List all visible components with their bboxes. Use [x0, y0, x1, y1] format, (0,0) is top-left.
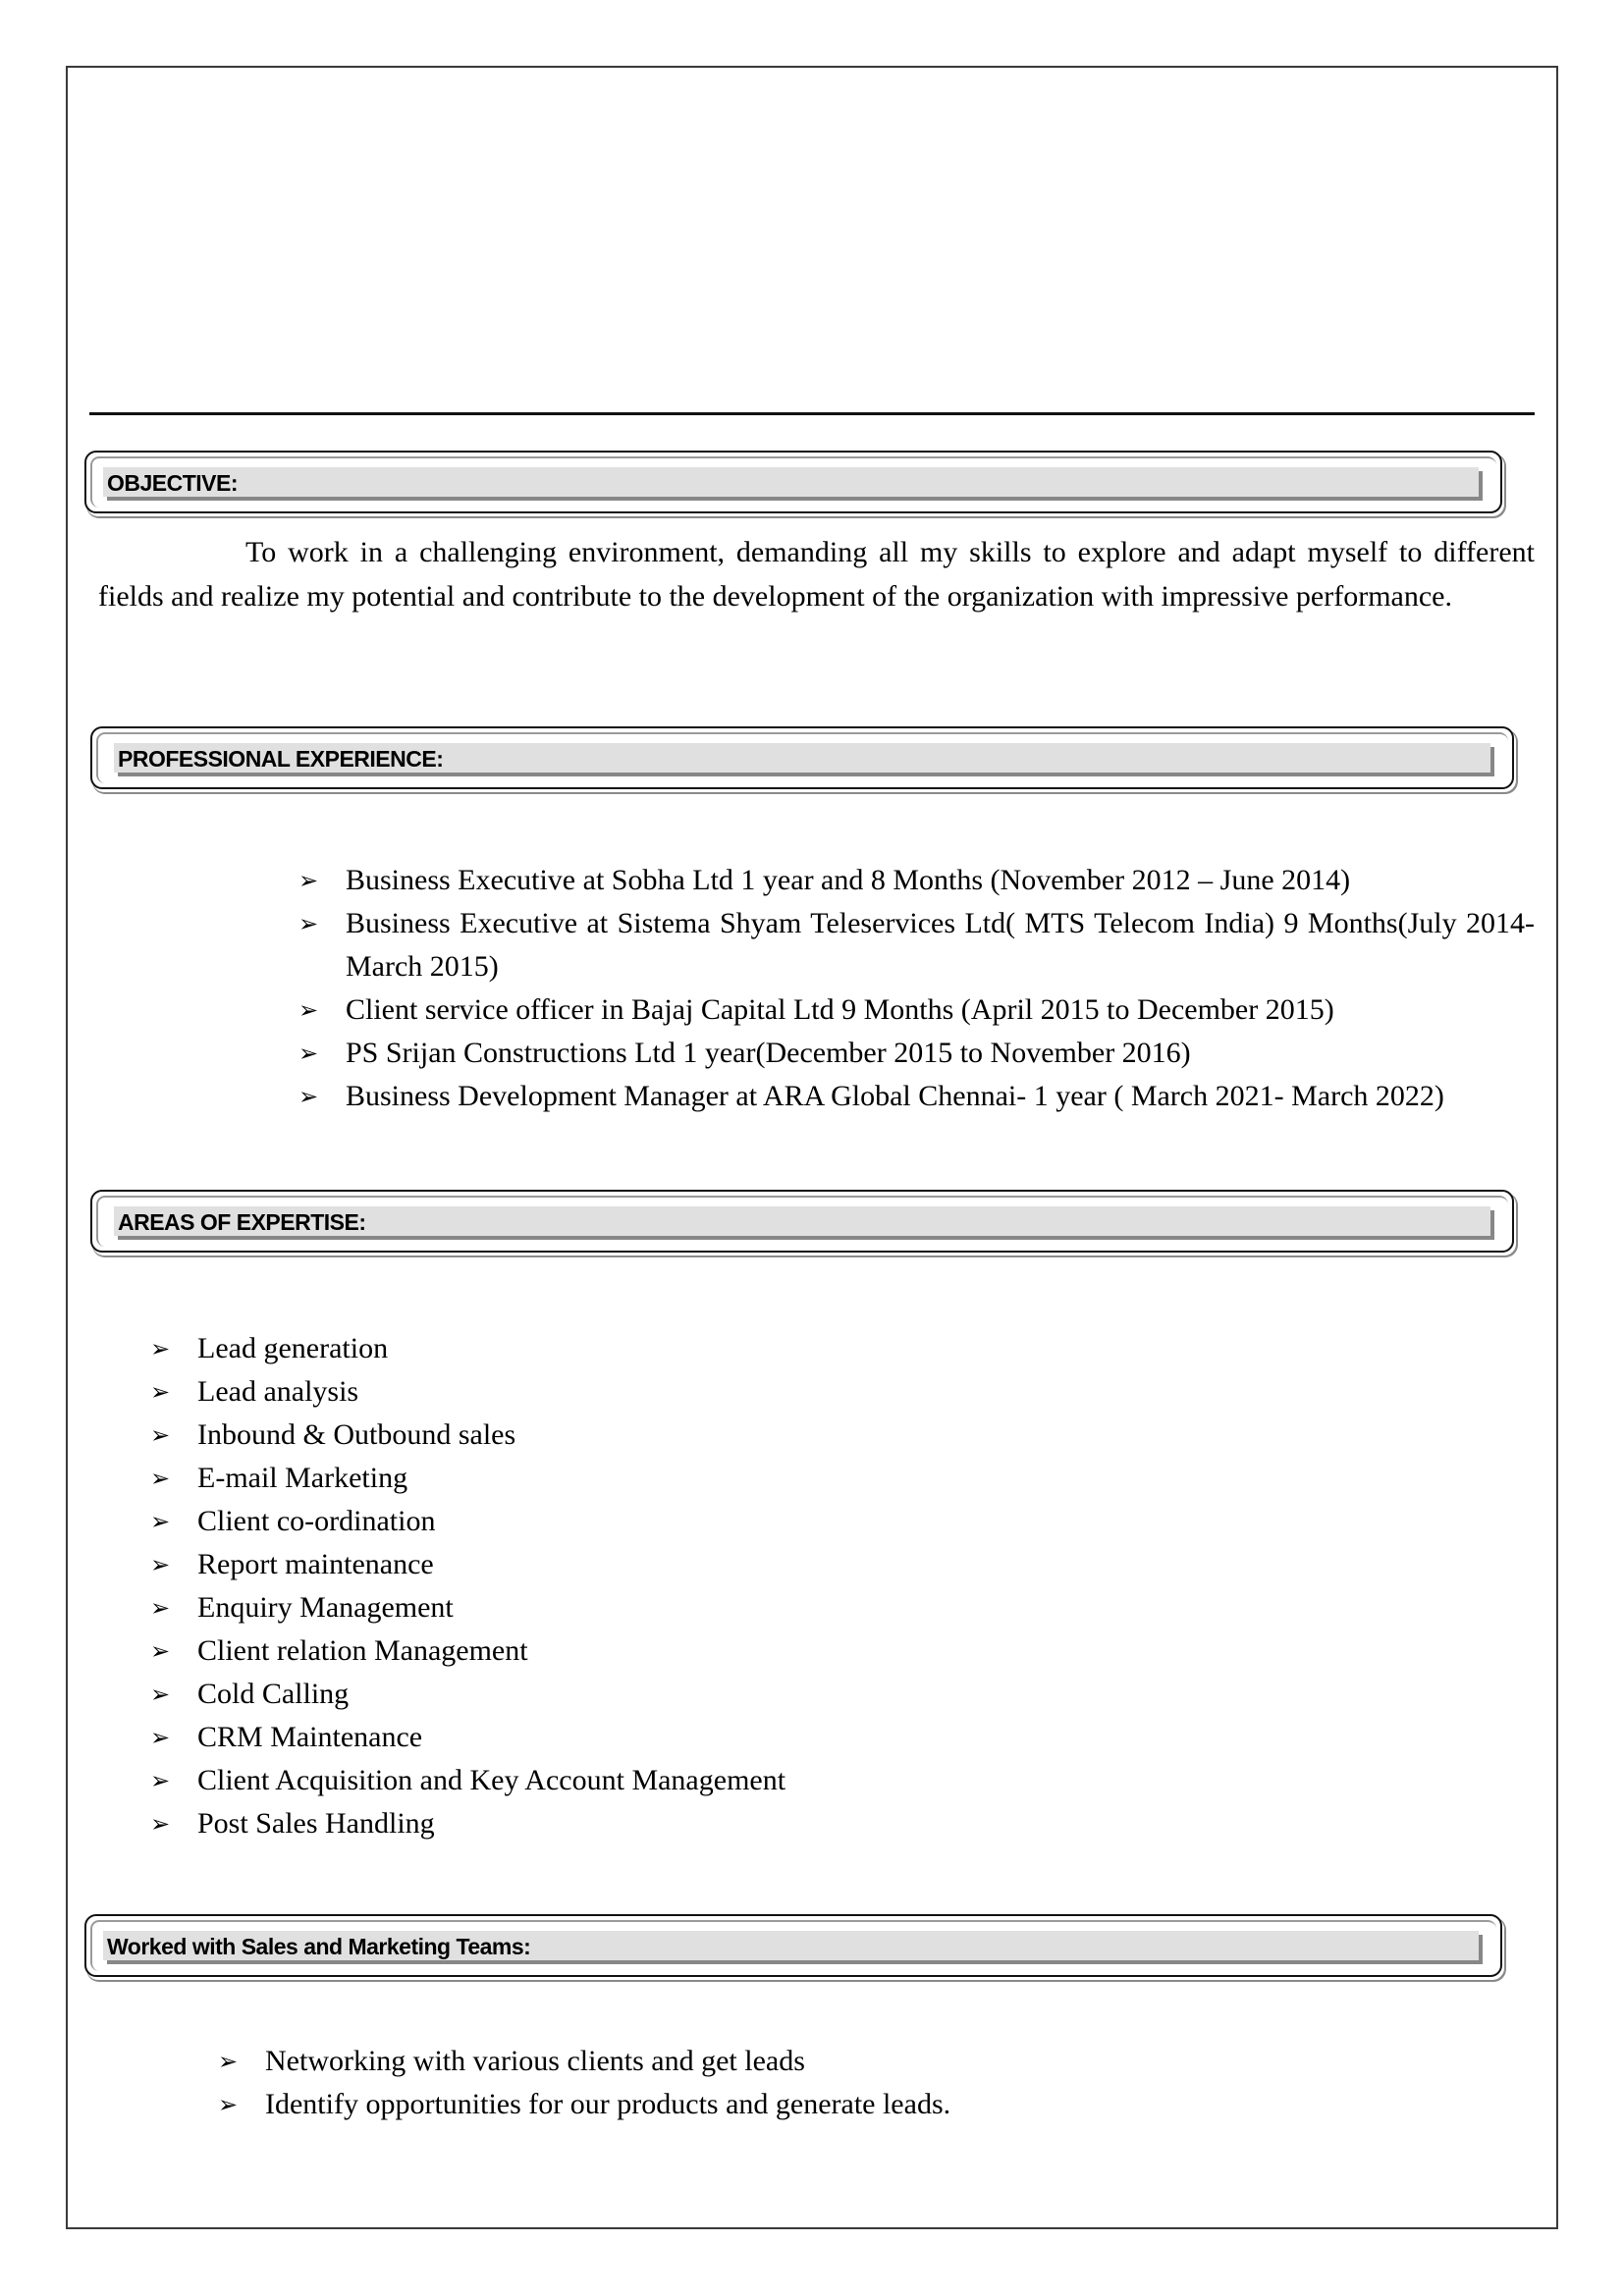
objective-header	[84, 451, 1502, 513]
objective-paragraph: To work in a challenging environment, demanding all my skills to explore and adapt myself to different fields and realize my potential and contribute to the development of the organization with impressive performance.	[98, 536, 1535, 613]
arrow-bullet-icon: ➢	[298, 1083, 319, 1110]
list-item: ➢ Lead generation	[197, 1327, 1376, 1370]
arrow-bullet-icon: ➢	[298, 867, 319, 894]
arrow-bullet-icon: ➢	[298, 910, 319, 937]
expertise-header	[90, 1190, 1514, 1253]
section-title: OBJECTIVE:	[107, 470, 239, 496]
page-border	[66, 66, 1558, 2229]
teams-list	[218, 2040, 1443, 2126]
list-item: ➢ Business Executive at Sobha Ltd 1 year and 8 Months (November 2012 – June 2014)	[346, 859, 1535, 902]
list-item: ➢ Networking with various clients and get leads	[265, 2040, 1443, 2083]
arrow-bullet-icon: ➢	[150, 1421, 171, 1449]
list-item: ➢ Identify opportunities for our products and generate leads.	[265, 2083, 1443, 2126]
list-item: ➢ CRM Maintenance	[197, 1716, 1376, 1759]
list-item: ➢ Report maintenance	[197, 1543, 1376, 1586]
list-item: ➢ Client relation Management	[197, 1629, 1376, 1673]
list-item: ➢ Client co-ordination	[197, 1500, 1376, 1543]
section-title: PROFESSIONAL EXPERIENCE:	[118, 746, 444, 772]
list-item: ➢ Cold Calling	[197, 1673, 1376, 1716]
list-item: ➢ PS Srijan Constructions Ltd 1 year(December 2015 to November 2016)	[346, 1032, 1535, 1075]
header-bar	[103, 1931, 1479, 1960]
header-bar	[114, 743, 1490, 773]
arrow-bullet-icon: ➢	[150, 1810, 171, 1838]
objective-text	[98, 530, 1535, 618]
arrow-bullet-icon: ➢	[298, 1040, 319, 1067]
header-bar	[114, 1206, 1490, 1236]
list-item: ➢ Post Sales Handling	[197, 1802, 1376, 1845]
arrow-bullet-icon: ➢	[150, 1681, 171, 1708]
arrow-bullet-icon: ➢	[150, 1551, 171, 1578]
list-item: ➢ Lead analysis	[197, 1370, 1376, 1414]
list-item: ➢ Enquiry Management	[197, 1586, 1376, 1629]
experience-list	[298, 859, 1535, 1118]
arrow-bullet-icon: ➢	[150, 1594, 171, 1622]
list-item: ➢ Client service officer in Bajaj Capital Ltd 9 Months (April 2015 to December 2015)	[346, 988, 1535, 1032]
arrow-bullet-icon: ➢	[298, 996, 319, 1024]
arrow-bullet-icon: ➢	[150, 1465, 171, 1492]
arrow-bullet-icon: ➢	[150, 1335, 171, 1362]
arrow-bullet-icon: ➢	[150, 1378, 171, 1406]
arrow-bullet-icon: ➢	[150, 1767, 171, 1794]
experience-header	[90, 726, 1514, 789]
header-rule	[89, 412, 1535, 415]
teams-header	[84, 1914, 1502, 1977]
list-item: ➢ Inbound & Outbound sales	[197, 1414, 1376, 1457]
header-bar	[103, 467, 1479, 497]
list-item: ➢ Business Executive at Sistema Shyam Teleservices Ltd( MTS Telecom India) 9 Months(July 2014- March 2015)	[346, 902, 1535, 988]
section-title: Worked with Sales and Marketing Teams:	[107, 1934, 531, 1959]
arrow-bullet-icon: ➢	[150, 1637, 171, 1665]
expertise-list	[150, 1327, 1376, 1845]
arrow-bullet-icon: ➢	[218, 2091, 239, 2118]
arrow-bullet-icon: ➢	[150, 1724, 171, 1751]
arrow-bullet-icon: ➢	[150, 1508, 171, 1535]
list-item: ➢ E-mail Marketing	[197, 1457, 1376, 1500]
section-title: AREAS OF EXPERTISE:	[118, 1209, 366, 1235]
list-item: ➢ Client Acquisition and Key Account Management	[197, 1759, 1376, 1802]
list-item: ➢ Business Development Manager at ARA Global Chennai- 1 year ( March 2021- March 2022)	[346, 1075, 1535, 1118]
arrow-bullet-icon: ➢	[218, 2048, 239, 2075]
